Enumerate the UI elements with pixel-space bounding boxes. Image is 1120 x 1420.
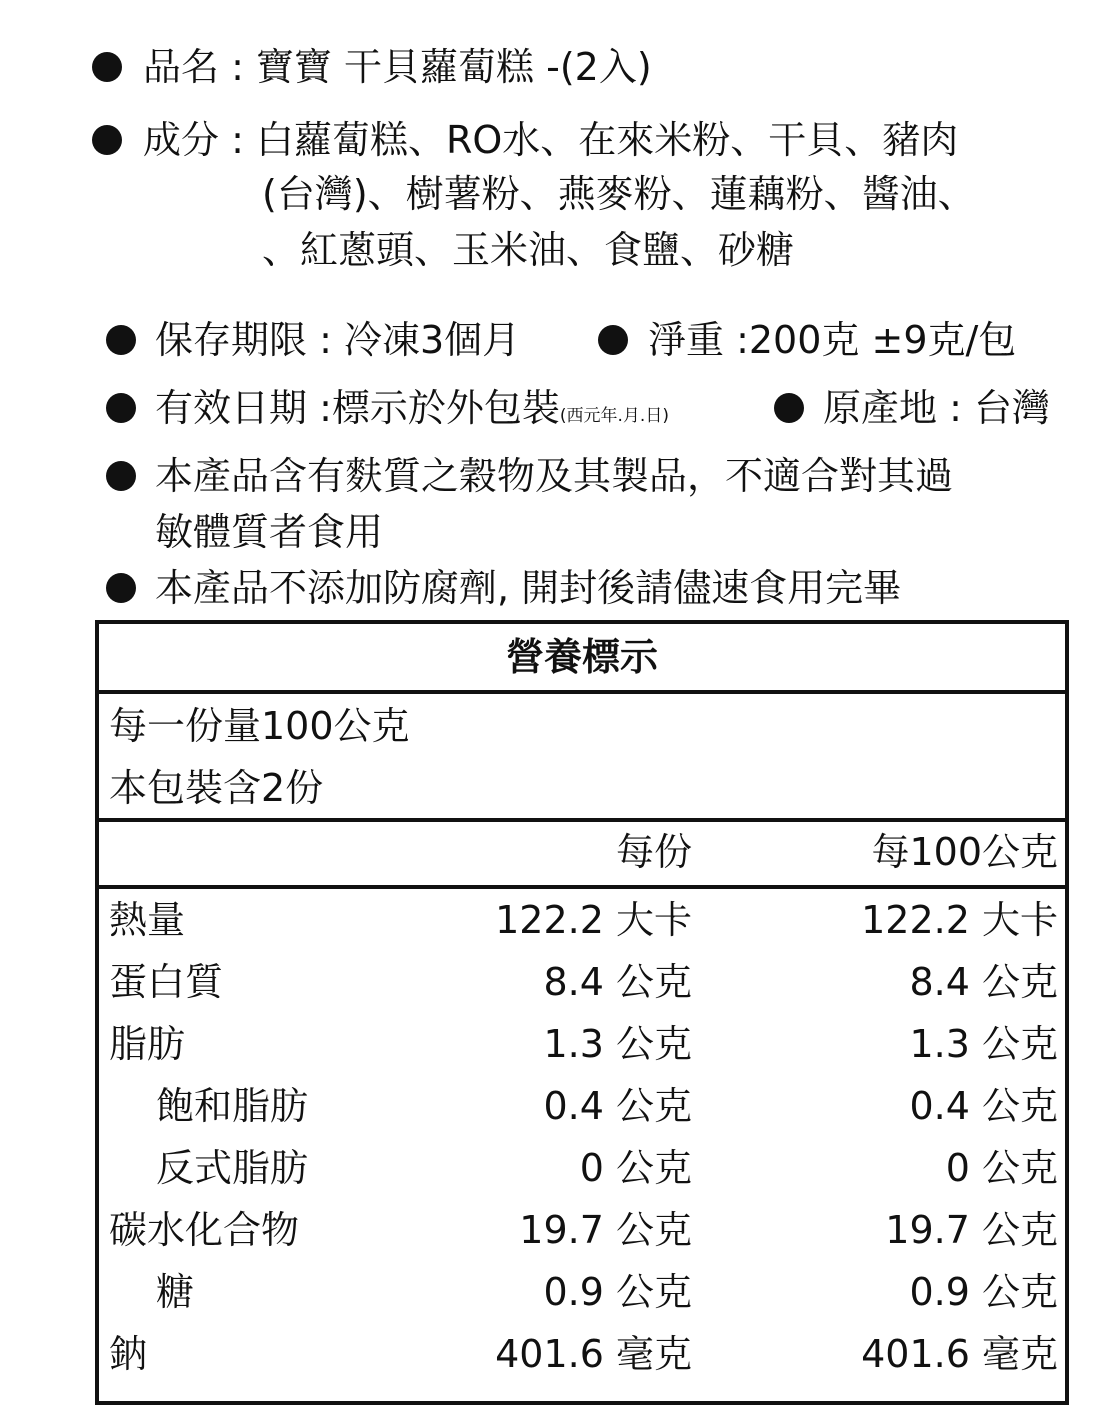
- product-name: 品名 : 寶寶 干貝蘿蔔糕 -(2入): [143, 45, 652, 89]
- nutrient-name: 脂肪: [109, 1022, 186, 1066]
- per-serving-value: 8.4 公克: [543, 960, 692, 1004]
- nutrient-row: [99, 1075, 1065, 1137]
- ingredients-line-3: 、紅蔥頭、玉米油、食鹽、砂糖: [262, 228, 795, 272]
- bullet-icon: [106, 461, 136, 491]
- col-per-100g: 每100公克: [871, 830, 1058, 874]
- bullet-icon: [92, 52, 122, 82]
- allergen-line-2: 敏體質者食用: [155, 510, 384, 554]
- nutrition-rows: [99, 889, 1065, 1385]
- allergen-line-1: 本產品含有麩質之穀物及其製品，不適合對其過: [155, 454, 954, 498]
- nutrient-row: [99, 1261, 1065, 1323]
- nutrient-name: 蛋白質: [109, 960, 224, 1004]
- per-serving-value: 0.9 公克: [543, 1270, 692, 1314]
- serving-info: [99, 694, 1065, 822]
- per-100g-value: 0 公克: [945, 1146, 1058, 1190]
- nutrition-title: 營養標示: [99, 624, 1065, 694]
- per-100g-value: 122.2 大卡: [861, 898, 1058, 942]
- per-100g-value: 1.3 公克: [909, 1022, 1058, 1066]
- per-100g-value: 401.6 毫克: [861, 1332, 1058, 1376]
- per-100g-value: 19.7 公克: [885, 1208, 1058, 1252]
- nutrient-row: [99, 1323, 1065, 1385]
- ingredients-line-2: (台灣)、樹薯粉、燕麥粉、蓮藕粉、醬油、: [262, 172, 976, 216]
- origin: 原產地 : 台灣: [823, 386, 1050, 430]
- per-serving-value: 1.3 公克: [543, 1022, 692, 1066]
- expiry-format-note: (西元年.月.日): [559, 406, 669, 426]
- nutrient-name: 糖: [156, 1270, 195, 1314]
- nutrient-row: [99, 1137, 1065, 1199]
- shelf-life: 保存期限 : 冷凍3個月: [155, 318, 521, 362]
- bullet-icon: [598, 325, 628, 355]
- nutrient-name: 碳水化合物: [109, 1208, 300, 1252]
- net-weight: 淨重 :200克 ±9克/包: [648, 318, 1017, 362]
- expiry-date: [155, 388, 669, 436]
- per-100g-value: 8.4 公克: [909, 960, 1058, 1004]
- per-serving-value: 0 公克: [579, 1146, 692, 1190]
- per-serving-value: 401.6 毫克: [495, 1332, 692, 1376]
- nutrient-name: 飽和脂肪: [156, 1084, 309, 1128]
- per-serving-value: 0.4 公克: [543, 1084, 692, 1128]
- bullet-icon: [106, 325, 136, 355]
- per-100g-value: 0.4 公克: [909, 1084, 1058, 1128]
- column-header: [99, 822, 1065, 889]
- per-100g-value: 0.9 公克: [909, 1270, 1058, 1314]
- bullet-icon: [92, 125, 122, 155]
- servings-per-pack: 本包裝含2份: [109, 766, 324, 810]
- per-serving-value: 122.2 大卡: [495, 898, 692, 942]
- per-serving-value: 19.7 公克: [519, 1208, 692, 1252]
- bullet-icon: [774, 393, 804, 423]
- nutrient-name: 鈉: [109, 1332, 148, 1376]
- preservative-note: 本產品不添加防腐劑, 開封後請儘速食用完畢: [155, 566, 902, 610]
- nutrient-row: [99, 889, 1065, 951]
- expiry-label: 有效日期 :標示於外包裝: [155, 386, 560, 430]
- col-per-serving: 每份: [615, 830, 692, 874]
- nutrient-row: [99, 1013, 1065, 1075]
- nutrient-name: 熱量: [109, 898, 186, 942]
- ingredients-line-1: 成分 : 白蘿蔔糕、RO水、在來米粉、干貝、豬肉: [143, 118, 959, 162]
- nutrient-row: [99, 1199, 1065, 1261]
- bullet-icon: [106, 393, 136, 423]
- nutrient-row: [99, 951, 1065, 1013]
- bullet-icon: [106, 573, 136, 603]
- serving-size: 每一份量100公克: [109, 704, 410, 748]
- nutrition-panel: [95, 620, 1069, 1405]
- nutrient-name: 反式脂肪: [156, 1146, 309, 1190]
